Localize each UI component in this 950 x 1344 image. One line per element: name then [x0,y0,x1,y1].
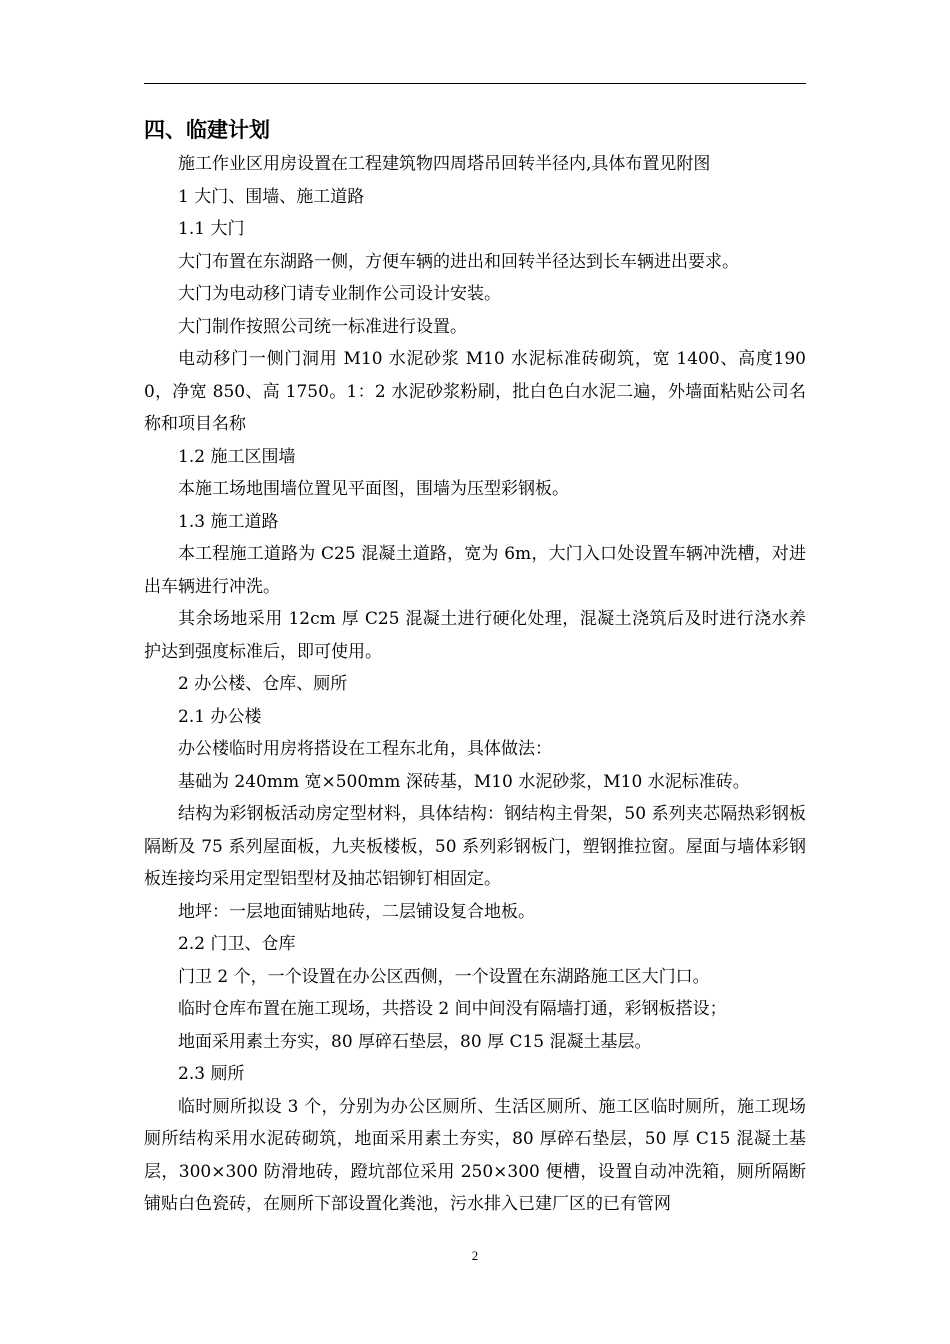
paragraph: 地坪：一层地面铺贴地砖，二层铺设复合地板。 [178,901,535,922]
paragraph: 施工作业区用房设置在工程建筑物四周塔吊回转半径内,具体布置见附图 [178,154,711,174]
paragraph: 地面采用素土夯实，80 厚碎石垫层，80 厚 C15 混凝土基层。 [178,1031,652,1052]
paragraph: 大门为电动移门请专业制作公司设计安装。 [178,284,501,304]
page-content [144,112,806,1221]
section-title: 四、临建计划 [144,118,270,142]
paragraph: 大门制作按照公司统一标准进行设置。 [178,316,467,337]
paragraph: 1 大门、围墙、施工道路 [178,186,365,207]
paragraph: 基础为 240mm 宽×500mm 深砖基，M10 水泥砂浆，M10 水泥标准砖。 [178,771,750,792]
paragraph: 本工程施工道路为 C25 混凝土道路，宽为 6m，大门入口处设置车辆冲洗槽，对进出车辆进行冲洗。 [144,544,806,597]
page-number: 2 [471,1248,479,1263]
paragraph: 2 办公楼、仓库、厕所 [178,674,348,694]
paragraph: 2.2 门卫、仓库 [178,934,296,954]
paragraph: 临时厕所拟设 3 个，分别为办公区厕所、生活区厕所、施工区临时厕所，施工现场厕所结构采用水泥砖砌筑，地面采用素土夯实，80 厚碎石垫层，50 厚 C15 混凝土基层，300×300 防滑地砖，蹬坑部位采用 250×300 便槽，设置自动冲洗箱，厕所隔断铺贴白色瓷砖，在厕所下部设置化粪池，污水排入已建厂区的已有管网 [144,1096,806,1214]
paragraph: 办公楼临时用房将搭设在工程东北角，具体做法： [178,739,552,759]
paragraph: 1.1 大门 [178,219,245,239]
paragraph: 门卫 2 个，一个设置在办公区西侧，一个设置在东湖路施工区大门口。 [178,966,710,987]
paragraph: 电动移门一侧门洞用 M10 水泥砂浆 M10 水泥标准砖砌筑，宽 1400、高度1900，净宽 850、高 1750。1：2 水泥砂浆粉刷，批白色白水泥二遍，外墙面粘贴公司名称和项目名称 [144,349,806,434]
paragraph: 2.1 办公楼 [178,706,262,727]
paragraph: 其余场地采用 12cm 厚 C25 混凝土进行硬化处理，混凝土浇筑后及时进行浇水养护达到强度标准后，即可使用。 [144,609,806,662]
paragraph: 结构为彩钢板活动房定型材料，具体结构：钢结构主骨架，50 系列夹芯隔热彩钢板隔断及 75 系列屋面板，九夹板楼板，50 系列彩钢板门，塑钢推拉窗。屋面与墙体彩钢板连接均采用定型铝型材及抽芯铝铆钉相固定。 [144,804,806,889]
paragraph: 本施工场地围墙位置见平面图，围墙为压型彩钢板。 [178,479,569,499]
paragraph: 1.3 施工道路 [178,511,279,532]
paragraph: 2.3 厕所 [178,1064,245,1084]
paragraph: 1.2 施工区围墙 [178,446,296,467]
paragraph: 大门布置在东湖路一侧，方便车辆的进出和回转半径达到长车辆进出要求。 [178,251,739,272]
header-rule [144,83,806,84]
paragraph: 临时仓库布置在施工现场，共搭设 2 间中间没有隔墙打通，彩钢板搭设； [178,999,727,1019]
